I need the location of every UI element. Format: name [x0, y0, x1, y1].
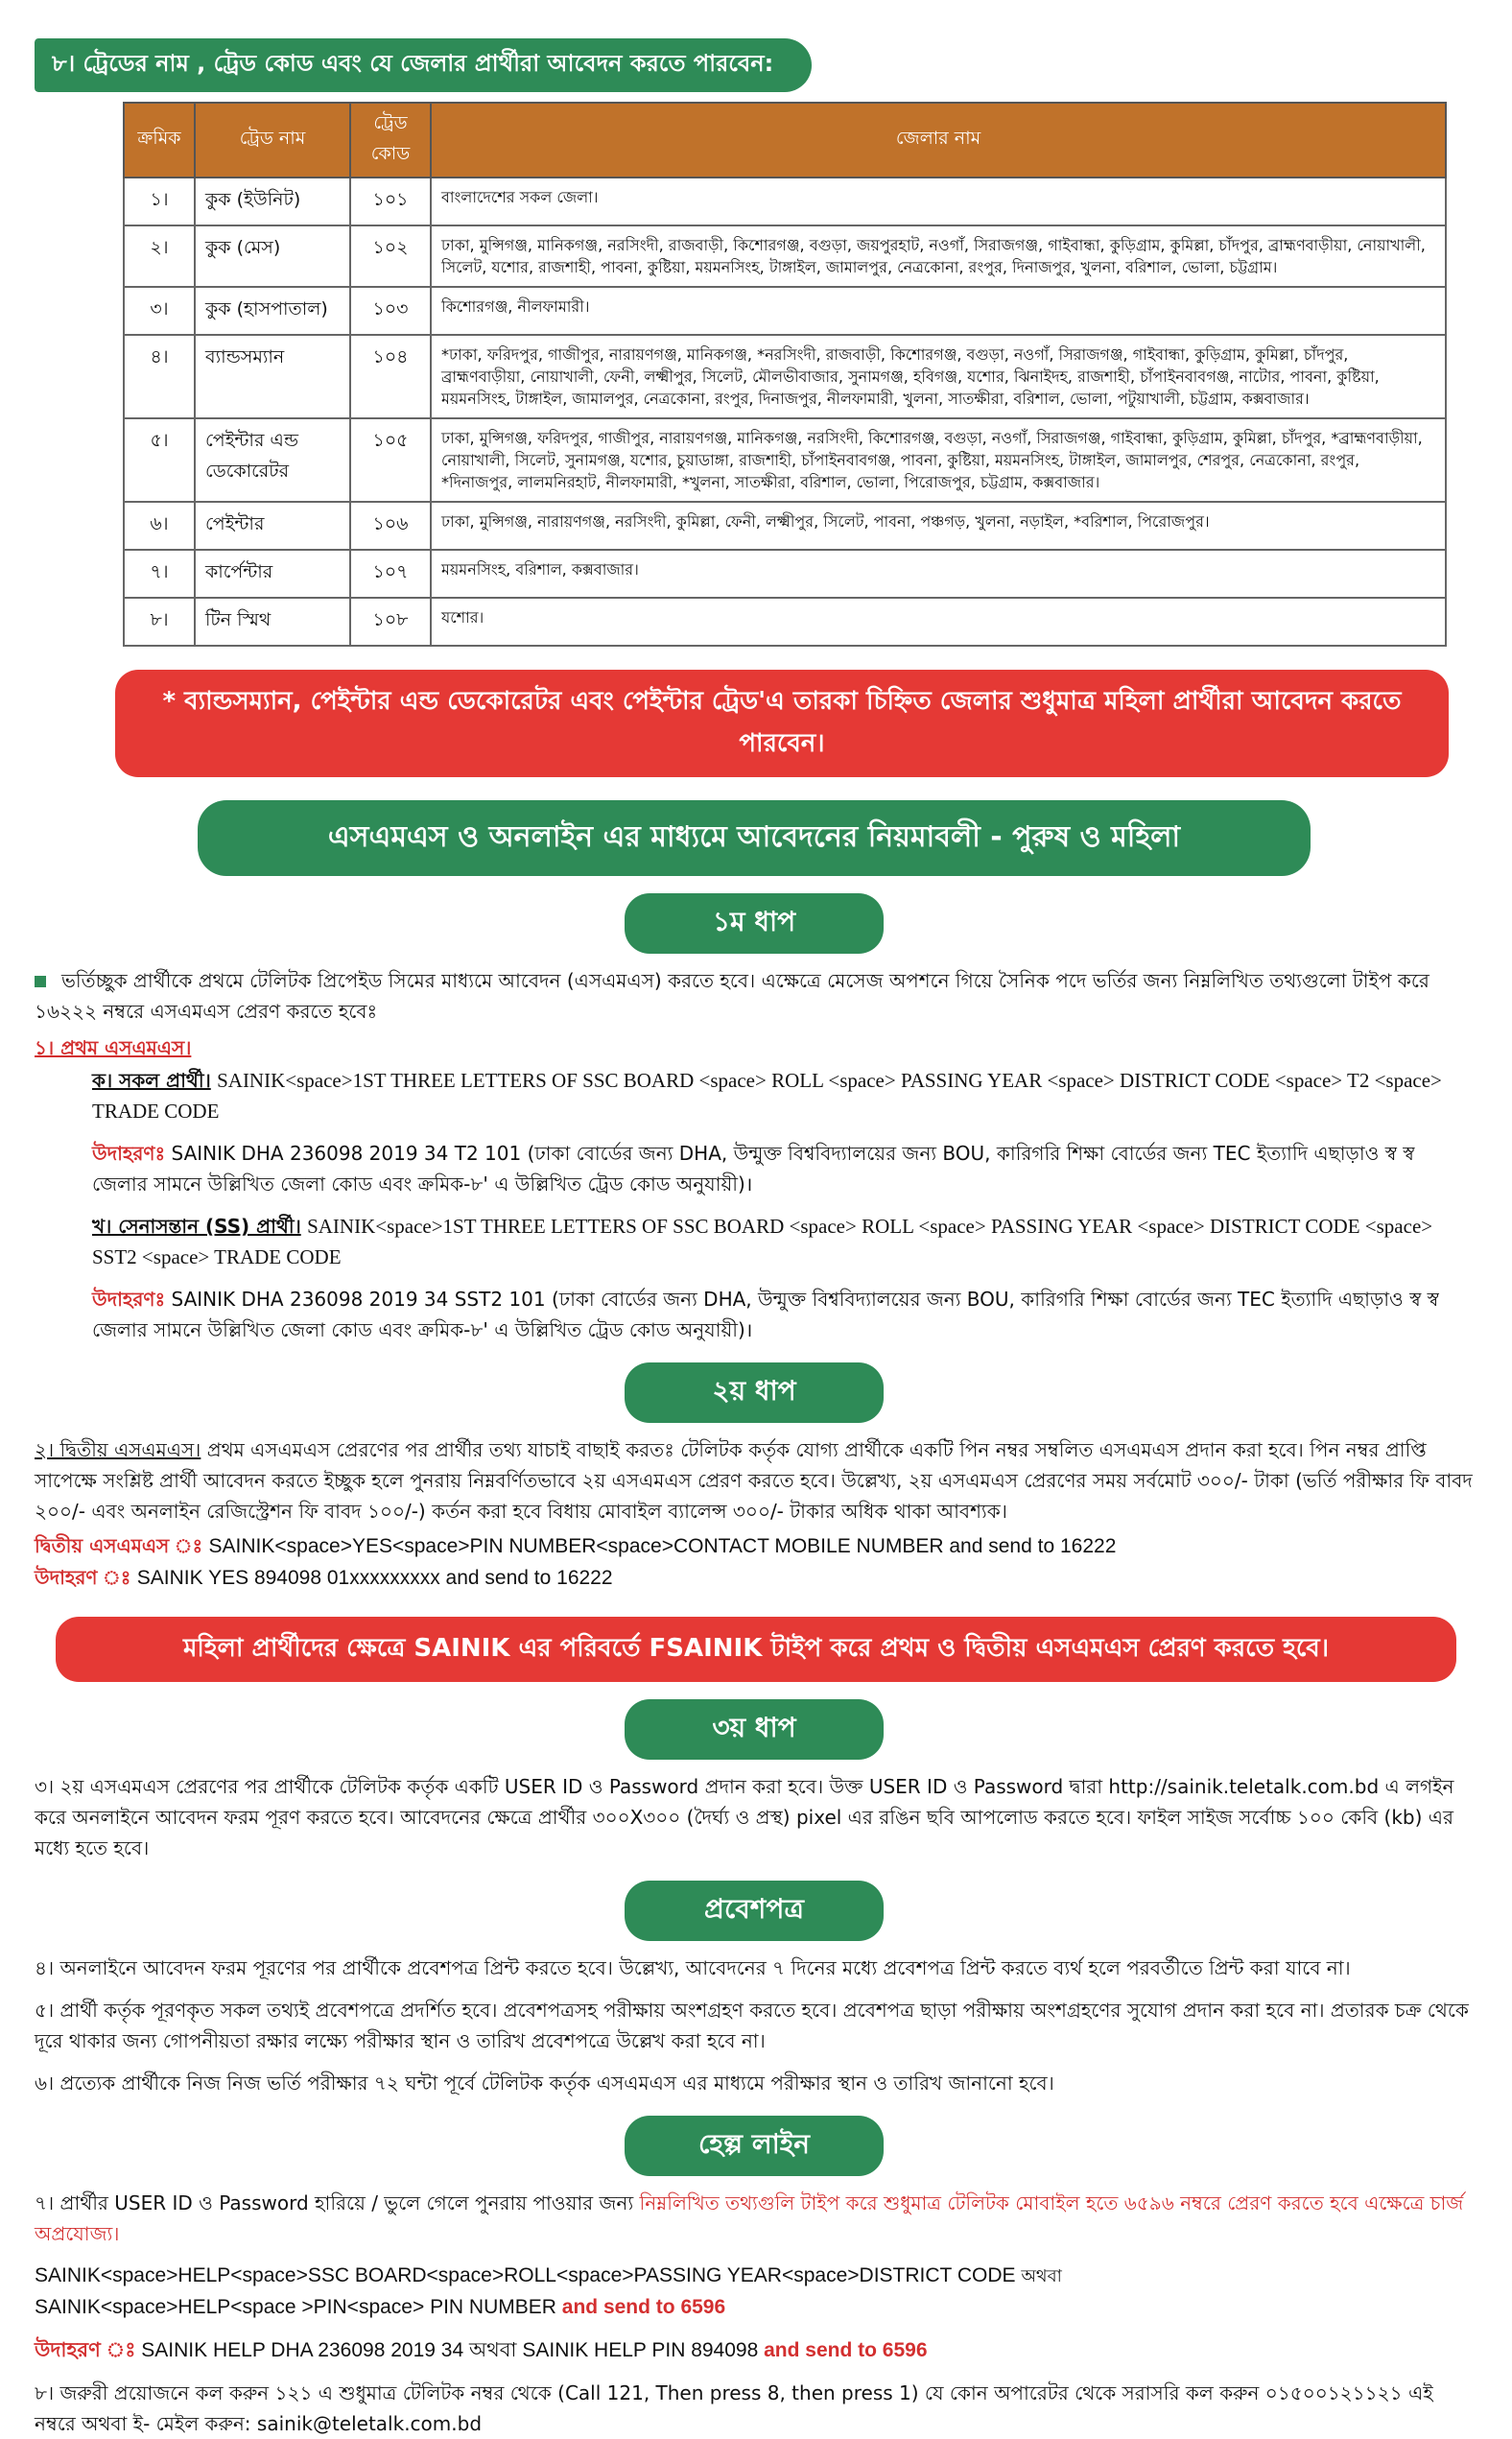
cell-serial: ৪।	[124, 335, 195, 418]
female-districts-note: * ব্যান্ডসম্যান, পেইন্টার এন্ড ডেকোরেটর এবং পেইন্টার ট্রেড'এ তারকা চিহ্নিত জেলার শুধুমাত্র মহিলা প্রার্থীরা আবেদন করতে পারবেন।	[115, 670, 1449, 777]
section-title: ৮। ট্রেডের নাম , ট্রেড কোড এবং যে জেলার প্রার্থীরা আবেদন করতে পারবেন:	[35, 38, 812, 92]
cell-trade-code: ১০৪	[350, 335, 431, 418]
cell-trade-code: ১০২	[350, 225, 431, 287]
header-trade-code: ট্রেড কোড	[350, 103, 431, 178]
step1-title: ১ম ধাপ	[625, 893, 884, 954]
cell-districts: ঢাকা, মুন্সিগঞ্জ, ফরিদপুর, গাজীপুর, নারায়ণগঞ্জ, মানিকগঞ্জ, নরসিংদী, কিশোরগঞ্জ, বগুড়া, নওগাঁ, সিরাজগঞ্জ, গাইবান্ধা, কুড়িগ্রাম, কুমিল্লা, চাঁদপুর, *ব্রাহ্মণবাড়ীয়া, নোয়াখালী, সিলেট, সুনামগঞ্জ, যশোর, চুয়াডাঙ্গা, রাজশাহী, চাঁপাইনবাবগঞ্জ, পাবনা, কুষ্টিয়া, ময়মনসিংহ, টাঙ্গাইল, জামালপুর, শেরপুর, নেত্রকোনা, রংপুর, *দিনাজপুর, লালমনিরহাট, নীলফামারী, *খুলনা, সাতক্ষীরা, বরিশাল, ভোলা, পিরোজপুর, চট্টগ্রাম, কক্সবাজার।	[431, 418, 1446, 502]
cell-trade-code: ১০৩	[350, 287, 431, 335]
bullet-icon	[35, 976, 46, 987]
cell-trade-name: কুক (মেস)	[195, 225, 350, 287]
cell-trade-name: কুক (ইউনিট)	[195, 178, 350, 225]
table-row	[124, 550, 1446, 598]
help-command-2: SAINIK<space>HELP<space >PIN<space> PIN NUMBER and send to 6596	[35, 2296, 726, 2318]
header-districts: জেলার নাম	[431, 103, 1446, 178]
cell-trade-name: টিন স্মিথ	[195, 598, 350, 646]
second-sms-example: উদাহরণ ঃ SAINIK YES 894098 01xxxxxxxxx and send to 16222	[35, 1566, 613, 1589]
female-sms-note: মহিলা প্রার্থীদের ক্ষেত্রে SAINIK এর পরিবর্তে FSAINIK টাইপ করে প্রথম ও দ্বিতীয় এসএমএস প্রেরণ করতে হবে।	[56, 1617, 1456, 1682]
cell-trade-code: ১০৫	[350, 418, 431, 502]
table-row	[124, 225, 1446, 287]
cell-serial: ৬।	[124, 502, 195, 550]
cell-trade-name: ব্যান্ডসম্যান	[195, 335, 350, 418]
cell-trade-code: ১০৬	[350, 502, 431, 550]
helpline-title: হেল্প লাইন	[625, 2116, 884, 2176]
cell-serial: ১।	[124, 178, 195, 225]
rules-title: এসএমএস ও অনলাইন এর মাধ্যমে আবেদনের নিয়মাবলী - পুরুষ ও মহিলা	[198, 800, 1311, 876]
cell-trade-name: কার্পেন্টার	[195, 550, 350, 598]
cell-districts: ঢাকা, মুন্সিগঞ্জ, মানিকগঞ্জ, নরসিংদী, রাজবাড়ী, কিশোরগঞ্জ, বগুড়া, জয়পুরহাট, নওগাঁ, সিরাজগঞ্জ, গাইবান্ধা, কুড়িগ্রাম, কুমিল্লা, চাঁদপুর, ব্রাহ্মণবাড়ীয়া, নোয়াখালী, সিলেট, যশোর, রাজশাহী, পাবনা, কুষ্টিয়া, ময়মনসিংহ, টাঙ্গাইল, জামালপুর, নেত্রকোনা, রংপুর, দিনাজপুর, খুলনা, বরিশাল, ভোলা, চট্টগ্রাম।	[431, 225, 1446, 287]
cell-districts: বাংলাদেশের সকল জেলা।	[431, 178, 1446, 225]
step2-title: ২য় ধাপ	[625, 1362, 884, 1423]
ss-candidates-example: উদাহরণঃ SAINIK DHA 236098 2019 34 SST2 101 (ঢাকা বোর্ডের জন্য DHA, উন্মুক্ত বিশ্ববিদ্যালয়ের জন্য BOU, কারিগরি শিক্ষা বোর্ডের জন্য TEC ইত্যাদি এছাড়াও স্ব স্ব জেলার সামনে উল্লিখিত জেলা কোড এবং ক্রমিক-৮' এ উল্লিখিত ট্রেড কোড অনুযায়ী)।	[92, 1288, 1439, 1341]
cell-districts: ময়মনসিংহ, বরিশাল, কক্সবাজার।	[431, 550, 1446, 598]
cell-serial: ৩।	[124, 287, 195, 335]
admit-p5: ৫। প্রার্থী কর্তৃক পূরণকৃত সকল তথ্যই প্রবেশপত্রে প্রদর্শিত হবে। প্রবেশপত্রসহ পরীক্ষায় অংশগ্রহণ করতে হবে। প্রবেশপত্র ছাড়া পরীক্ষায় অংশগ্রহণের সুযোগ প্রদান করা হবে না। প্রতারক চক্র থেকে দূরে থাকার জন্য গোপনীয়তা রক্ষার লক্ষ্যে পরীক্ষার স্থান ও তারিখ প্রবেশপত্রে উল্লেখ করা হবে না।	[35, 1999, 1469, 2052]
cell-trade-code: ১০১	[350, 178, 431, 225]
table-row	[124, 502, 1446, 550]
step1-intro: ভর্তিচ্ছুক প্রার্থীকে প্রথমে টেলিটক প্রিপেইড সিমের মাধ্যমে আবেদন (এসএমএস) করতে হবে। এক্ষেত্রে মেসেজ অপশনে গিয়ে সৈনিক পদে ভর্তির জন্য নিম্নলিখিত তথ্যগুলো টাইপ করে ১৬২২২ নম্বরে এসএমএস প্রেরণ করতে হবেঃ	[35, 969, 1429, 1023]
first-sms-label: ১। প্রথম এসএমএস।	[35, 1036, 192, 1059]
help-p8: ৮। জরুরী প্রয়োজনে কল করুন ১২১ এ শুধুমাত্র টেলিটক নম্বর থেকে (Call 121, Then press 8, then press 1) যে কোন অপারেটর থেকে সরাসরি কল করুন ০১৫০০১২১১২১ এই নম্বরে অথবা ই- মেইল করুন: sainik@teletalk.com.bd	[35, 2381, 1433, 2435]
cell-trade-name: কুক (হাসপাতাল)	[195, 287, 350, 335]
admit-p6: ৬। প্রত্যেক প্রার্থীকে নিজ নিজ ভর্তি পরীক্ষার ৭২ ঘন্টা পূর্বে টেলিটক কর্তৃক এসএমএস এর মাধ্যমে পরীক্ষার স্থান ও তারিখ জানানো হবে।	[35, 2072, 1054, 2095]
step3-text: ৩। ২য় এসএমএস প্রেরণের পর প্রার্থীকে টেলিটক কর্তৃক একটি USER ID ও Password প্রদান করা হবে। উক্ত USER ID ও Password দ্বারা http://sainik.teletalk.com.bd এ লগইন করে অনলাইনে আবেদন ফরম পূরণ করতে হবে। আবেদনের ক্ষেত্রে প্রার্থীর ৩০০X৩০০ (দৈর্ঘ্য ও প্রস্থ) pixel এর রঙিন ছবি আপলোড করতে হবে। ফাইল সাইজ সর্বোচ্চ ১০০ কেবি (kb) এর মধ্যে হতে হবে।	[35, 1775, 1454, 1859]
table-row	[124, 418, 1446, 502]
header-trade-name: ট্রেড নাম	[195, 103, 350, 178]
cell-trade-code: ১০৭	[350, 550, 431, 598]
page	[35, 0, 1474, 2439]
table-row	[124, 335, 1446, 418]
cell-serial: ৮।	[124, 598, 195, 646]
cell-serial: ২।	[124, 225, 195, 287]
second-sms-format: দ্বিতীয় এসএমএস ঃ SAINIK<space>YES<space>PIN NUMBER<space>CONTACT MOBILE NUMBER and send to 16222	[35, 1534, 1117, 1557]
step3-title: ৩য় ধাপ	[625, 1699, 884, 1760]
all-candidates-example: উদাহরণঃ SAINIK DHA 236098 2019 34 T2 101 (ঢাকা বোর্ডের জন্য DHA, উন্মুক্ত বিশ্ববিদ্যালয়ের জন্য BOU, কারিগরি শিক্ষা বোর্ডের জন্য TEC ইত্যাদি এছাড়াও স্ব স্ব জেলার সামনে উল্লিখিত জেলা কোড এবং ক্রমিক-৮' এ উল্লিখিত ট্রেড কোড অনুযায়ী)।	[92, 1142, 1415, 1196]
table-row	[124, 287, 1446, 335]
header-serial: ক্রমিক	[124, 103, 195, 178]
cell-trade-name: পেইন্টার	[195, 502, 350, 550]
all-candidates-format: ক। সকল প্রার্থী। SAINIK<space>1ST THREE LETTERS OF SSC BOARD <space> ROLL <space> PASSING YEAR <space> DISTRICT CODE <space> T2 <space> TRADE CODE	[92, 1069, 1442, 1123]
admit-card-title: প্রবেশপত্র	[625, 1881, 884, 1941]
cell-districts: ঢাকা, মুন্সিগঞ্জ, নারায়ণগঞ্জ, নরসিংদী, কুমিল্লা, ফেনী, লক্ষ্মীপুর, সিলেট, পাবনা, পঞ্চগড়, খুলনা, নড়াইল, *বরিশাল, পিরোজপুর।	[431, 502, 1446, 550]
cell-districts: কিশোরগঞ্জ, নীলফামারী।	[431, 287, 1446, 335]
help-example: উদাহরণ ঃ SAINIK HELP DHA 236098 2019 34 অথবা SAINIK HELP PIN 894098 and send to 6596	[35, 2338, 928, 2361]
admit-p4: ৪। অনলাইনে আবেদন ফরম পূরণের পর প্রার্থীকে প্রবেশপত্র প্রিন্ট করতে হবে। উল্লেখ্য, আবেদনের ৭ দিনের মধ্যে প্রবেশপত্র প্রিন্ট করতে ব্যর্থ হলে পরবর্তীতে প্রিন্ট করা যাবে না।	[35, 1956, 1351, 1979]
table-row	[124, 598, 1446, 646]
cell-serial: ৫।	[124, 418, 195, 502]
cell-trade-name: পেইন্টার এন্ড ডেকোরেটর	[195, 418, 350, 502]
cell-serial: ৭।	[124, 550, 195, 598]
table-row	[124, 178, 1446, 225]
trade-table	[123, 102, 1447, 647]
help-p7: ৭। প্রার্থীর USER ID ও Password হারিয়ে / ভুলে গেলে পুনরায় পাওয়ার জন্য নিম্নলিখিত তথ্যগুলি টাইপ করে শুধুমাত্র টেলিটক মোবাইল হতে ৬৫৯৬ নম্বরে প্রেরণ করতে হবে এক্ষেত্রে চার্জ অপ্রযোজ্য।	[35, 2191, 1464, 2245]
step2-text: ২। দ্বিতীয় এসএমএস। প্রথম এসএমএস প্রেরণের পর প্রার্থীর তথ্য যাচাই বাছাই করতঃ টেলিটক কর্তৃক যোগ্য প্রার্থীকে একটি পিন নম্বর সম্বলিত এসএমএস প্রদান করা হবে। পিন নম্বর প্রাপ্তি সাপেক্ষে সংশ্লিষ্ট প্রার্থী আবেদন করতে ইচ্ছুক হলে পুনরায় নিম্নবর্ণিতভাবে ২য় এসএমএস প্রেরণ করতে হবে। উল্লেখ্য, ২য় এসএমএস প্রেরণের সময় সর্বমোট ৩০০/- টাকা (ভর্তি পরীক্ষার ফি বাবদ ২০০/- এবং অনলাইন রেজিস্ট্রেশন ফি বাবদ ১০০/-) কর্তন করা হবে বিধায় মোবাইল ব্যালেন্স ৩০০/- টাকার অধিক থাকা আবশ্যক।	[35, 1438, 1473, 1523]
ss-candidates-format: খ। সেনাসন্তান (SS) প্রার্থী। SAINIK<space>1ST THREE LETTERS OF SSC BOARD <space> ROLL <space> PASSING YEAR <space> DISTRICT CODE <space> SST2 <space> TRADE CODE	[92, 1215, 1433, 1268]
cell-districts: যশোর।	[431, 598, 1446, 646]
cell-trade-code: ১০৮	[350, 598, 431, 646]
help-command-1: SAINIK<space>HELP<space>SSC BOARD<space>ROLL<space>PASSING YEAR<space>DISTRICT CODE অথবা	[35, 2264, 1062, 2286]
cell-districts: *ঢাকা, ফরিদপুর, গাজীপুর, নারায়ণগঞ্জ, মানিকগঞ্জ, *নরসিংদী, রাজবাড়ী, কিশোরগঞ্জ, বগুড়া, নওগাঁ, সিরাজগঞ্জ, গাইবান্ধা, কুড়িগ্রাম, কুমিল্লা, চাঁদপুর, ব্রাহ্মণবাড়ীয়া, নোয়াখালী, ফেনী, লক্ষ্মীপুর, সিলেট, মৌলভীবাজার, সুনামগঞ্জ, হবিগঞ্জ, যশোর, ঝিনাইদহ, রাজশাহী, চাঁপাইনবাবগঞ্জ, নাটোর, পাবনা, কুষ্টিয়া, ময়মনসিংহ, টাঙ্গাইল, জামালপুর, নেত্রকোনা, রংপুর, দিনাজপুর, নীলফামারী, খুলনা, সাতক্ষীরা, বরিশাল, ভোলা, পটুয়াখালী, চট্টগ্রাম, কক্সবাজার।	[431, 335, 1446, 418]
